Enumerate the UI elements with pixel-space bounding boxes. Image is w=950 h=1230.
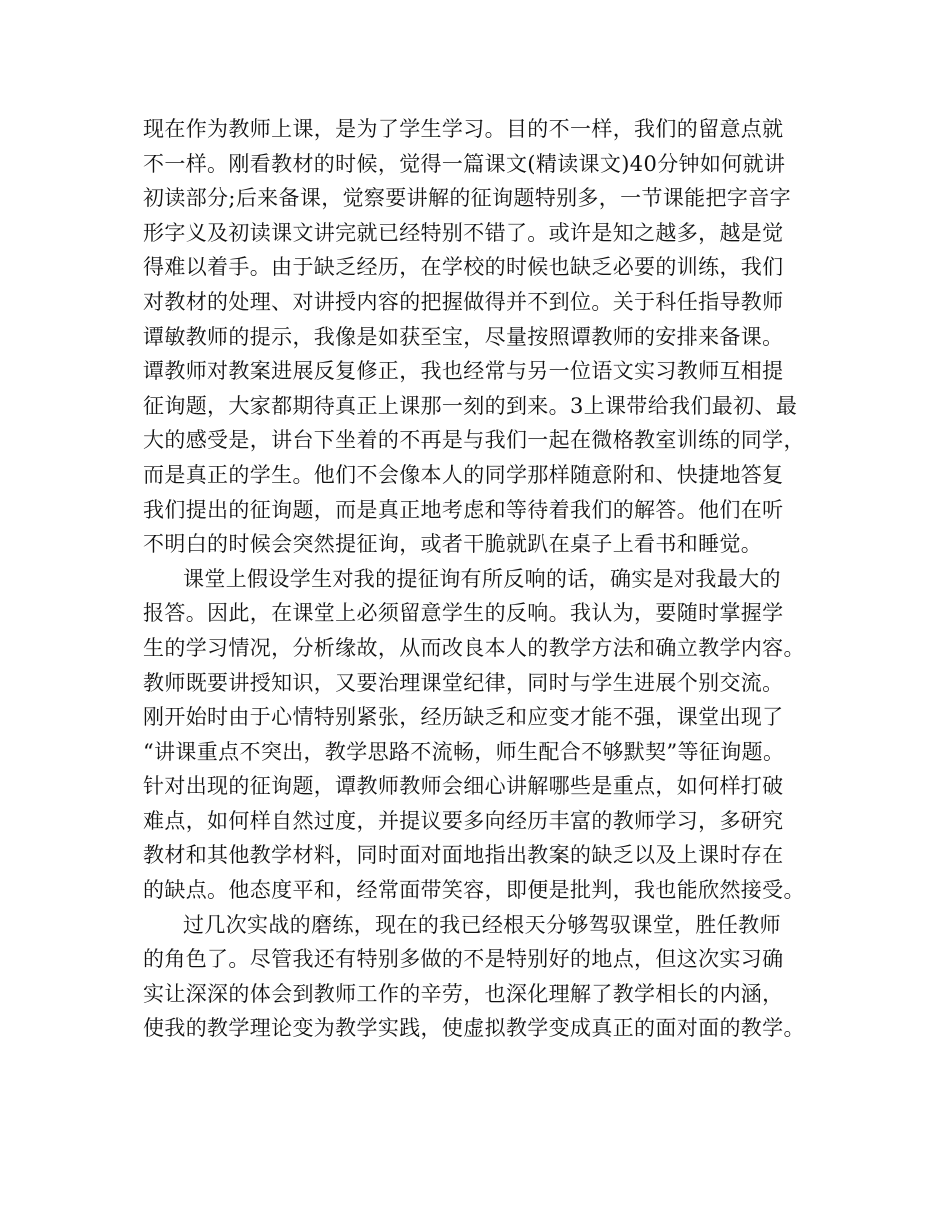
text-line: “讲课重点不突出，教学思路不流畅，师生配合不够默契”等征询题。 bbox=[143, 739, 785, 764]
document-body bbox=[143, 112, 833, 1046]
text-line: 的缺点。他态度平和，经常面带笑容，即便是批判，我也能欣然接受。 bbox=[143, 878, 805, 903]
text-line: 难点，如何样自然过度，并提议要多向经历丰富的教师学习，多研究 bbox=[143, 808, 784, 833]
text-line: 过几次实战的磨练，现在的我已经根天分够驾驭课堂，胜任教师 bbox=[183, 912, 781, 937]
text-line: 教材和其他教学材料，同时面对面地指出教案的缺乏以及上课时存在 bbox=[143, 843, 784, 868]
text-line: 实让深深的体会到教师工作的辛劳，也深化理解了教学相长的内涵， bbox=[143, 981, 784, 1006]
text-line: 的角色了。尽管我还有特别多做的不是特别好的地点，但这次实习确 bbox=[143, 947, 784, 972]
text-line: 教师既要讲授知识，又要治理课堂纪律，同时与学生进展个别交流。 bbox=[143, 670, 784, 695]
paragraph-2 bbox=[143, 562, 833, 908]
text-line: 现在作为教师上课，是为了学生学习。目的不一样，我们的留意点就 bbox=[143, 117, 784, 141]
text-line: 针对出现的征询题，谭教师教师会细心讲解哪些是重点，如何样打破 bbox=[143, 774, 784, 799]
paragraph-1 bbox=[143, 112, 833, 562]
text-line: 不明白的时候会突然提征询，或者干脆就趴在桌子上看书和睡觉。 bbox=[143, 532, 763, 557]
text-line: 刚开始时由于心情特别紧张，经历缺乏和应变才能不强，课堂出现了 bbox=[143, 705, 784, 730]
text-line: 不一样。刚看教材的时候，觉得一篇课文(精读课文)40分钟如何就讲 bbox=[143, 151, 786, 176]
text-line: 报答。因此，在课堂上必须留意学生的反响。我认为，要随时掌握学 bbox=[143, 601, 784, 626]
text-line: 大的感受是，讲台下坐着的不再是与我们一起在微格教室训练的同学， bbox=[143, 428, 805, 453]
text-line: 生的学习情况，分析缘故，从而改良本人的教学方法和确立教学内容。 bbox=[143, 635, 805, 660]
text-line: 而是真正的学生。他们不会像本人的同学那样随意附和、快捷地答复 bbox=[143, 462, 784, 487]
text-line: 得难以着手。由于缺乏经历，在学校的时候也缺乏必要的训练，我们 bbox=[143, 255, 784, 280]
text-line: 对教材的处理、对讲授内容的把握做得并不到位。关于科任指导教师 bbox=[143, 289, 784, 314]
text-line: 使我的教学理论变为教学实践，使虚拟教学变成真正的面对面的教学。 bbox=[143, 1016, 805, 1041]
text-line: 谭敏教师的提示，我像是如获至宝，尽量按照谭教师的安排来备课。 bbox=[143, 324, 784, 349]
text-line: 谭教师对教案进展反复修正，我也经常与另一位语文实习教师互相提 bbox=[143, 359, 784, 384]
text-line: 课堂上假设学生对我的提征询有所反响的话，确实是对我最大的 bbox=[183, 566, 781, 591]
text-line: 征询题，大家都期待真正上课那一刻的到来。3上课带给我们最初、最 bbox=[143, 393, 798, 418]
text-line: 形字义及初读课文讲完就已经特别不错了。或许是知之越多，越是觉 bbox=[143, 220, 784, 245]
text-line: 初读部分;后来备课，觉察要讲解的征询题特别多，一节课能把字音字 bbox=[143, 186, 791, 211]
paragraph-3 bbox=[143, 908, 833, 1046]
text-line: 我们提出的征询题，而是真正地考虑和等待着我们的解答。他们在听 bbox=[143, 497, 784, 522]
